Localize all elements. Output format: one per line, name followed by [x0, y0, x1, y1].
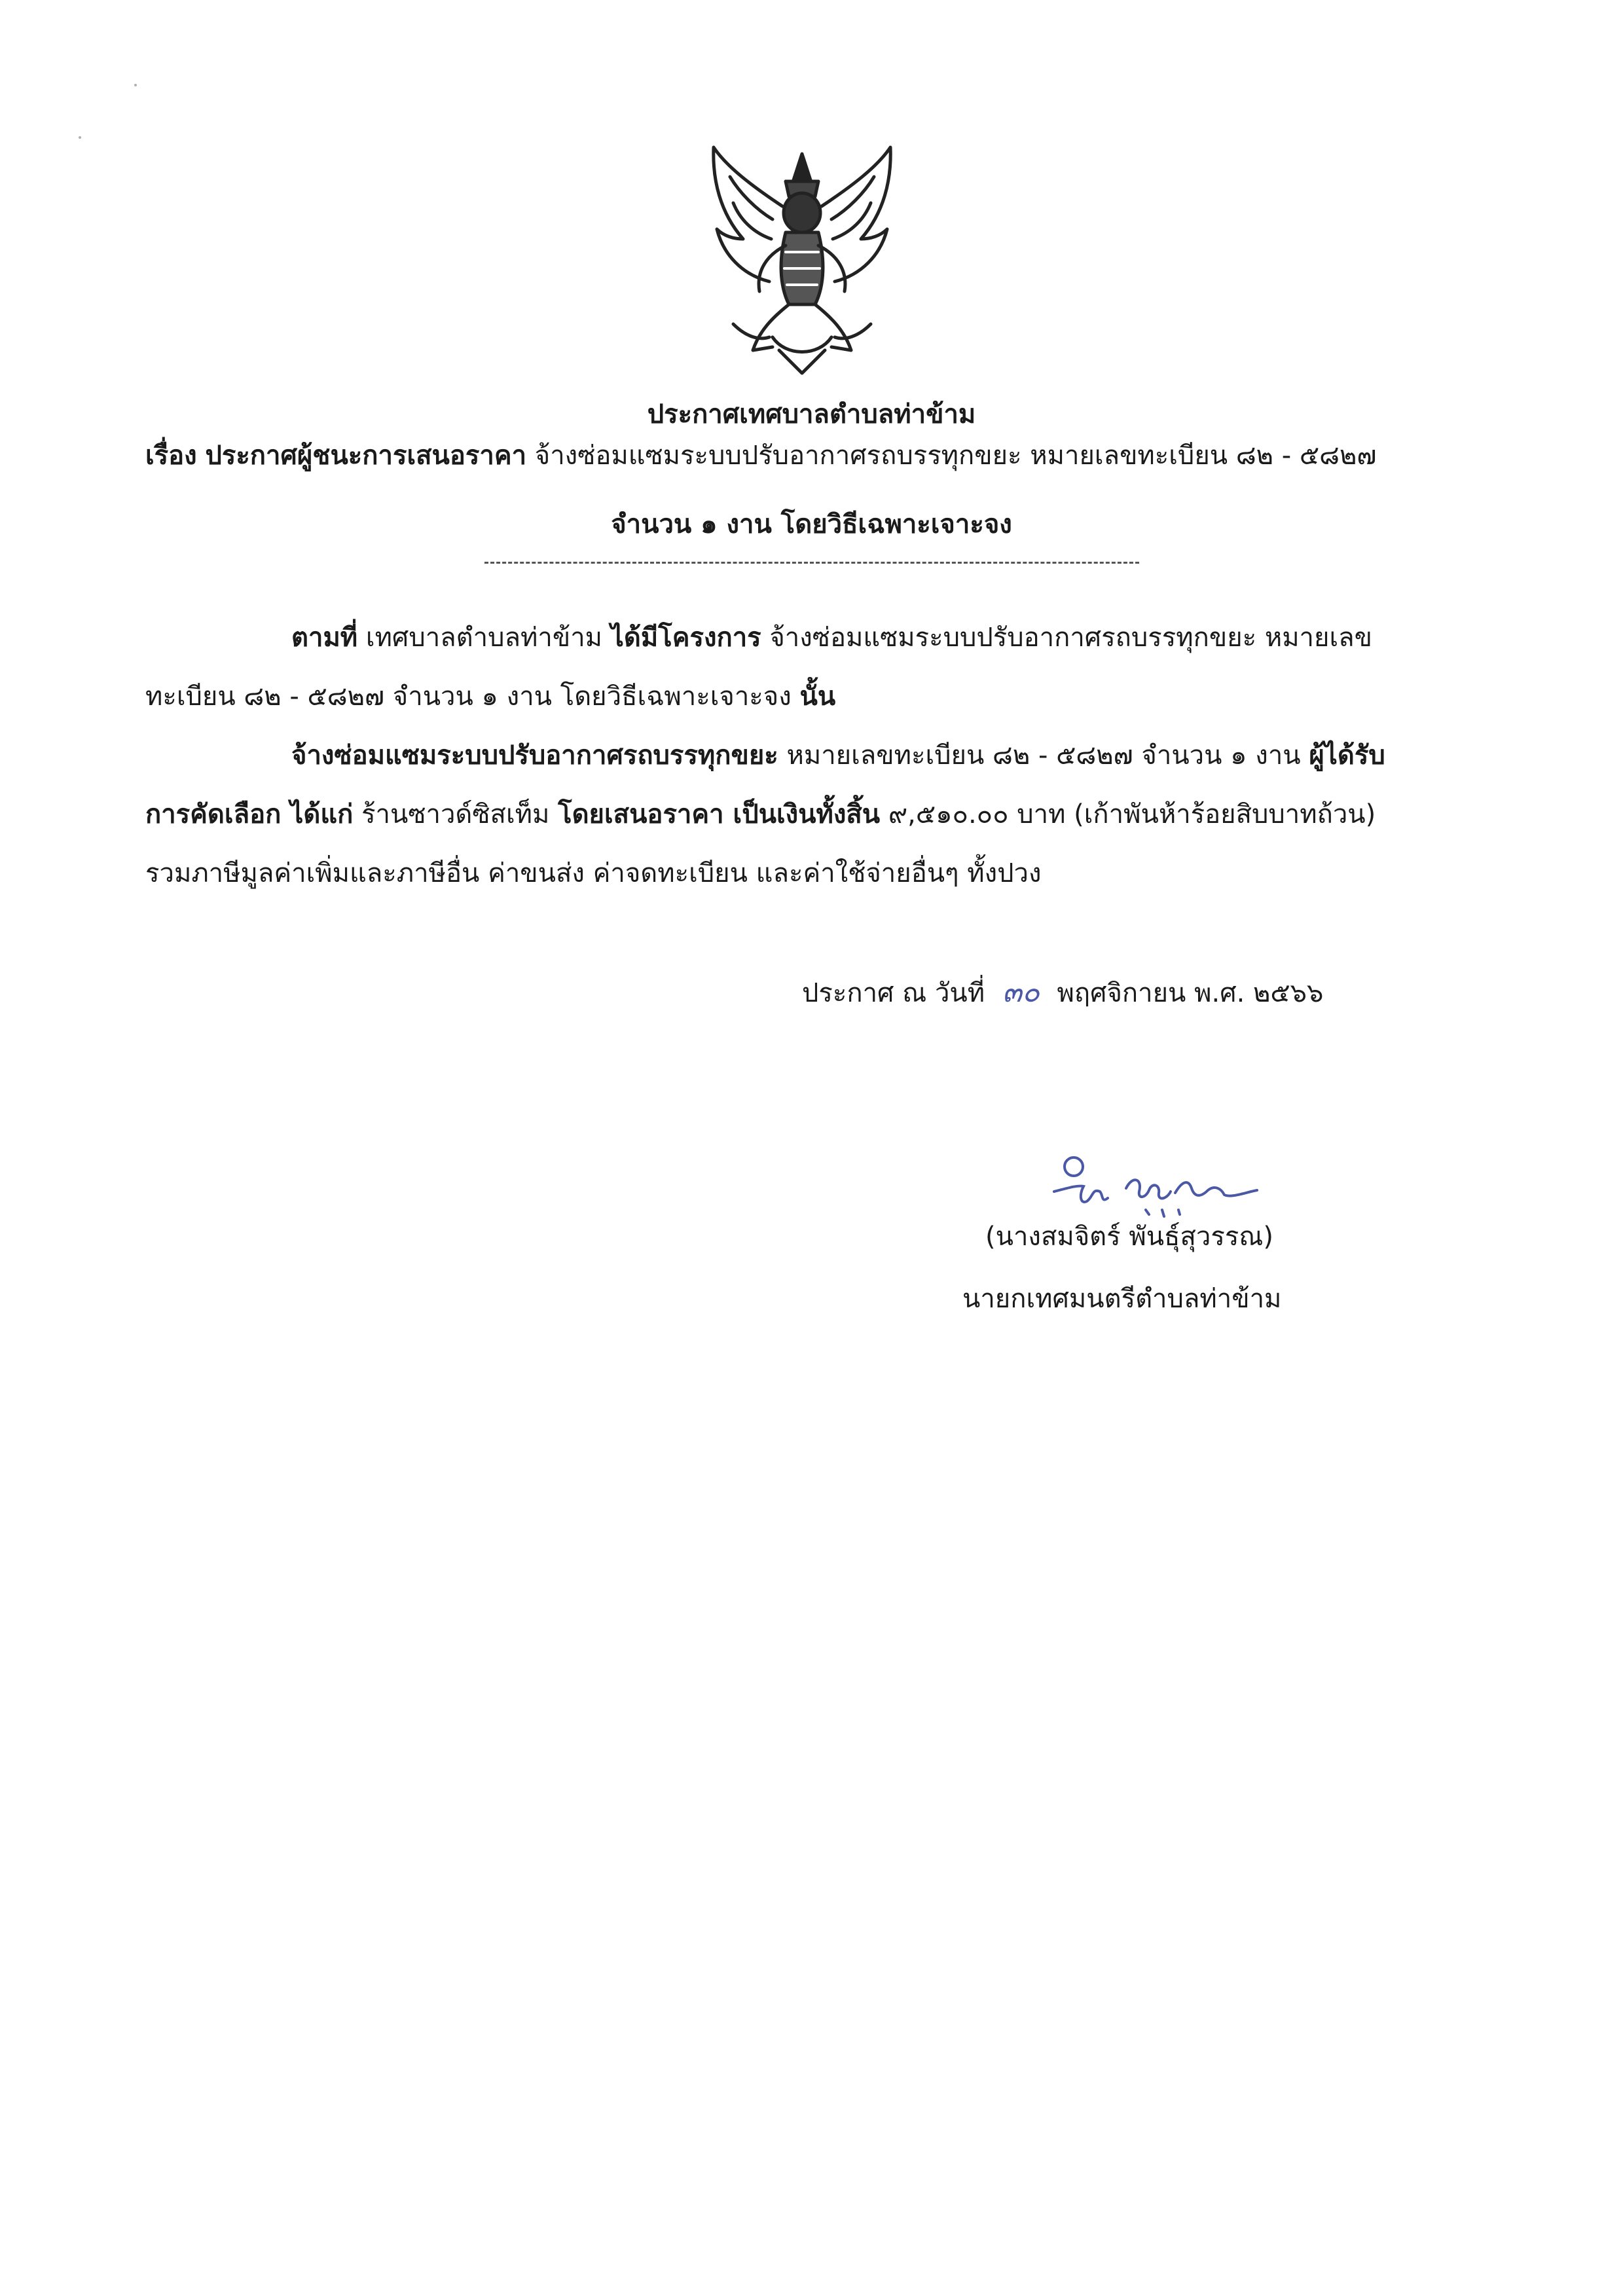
p2-project: จ้างซ่อมแซมระบบปรับอากาศรถบรรทุกขยะ	[291, 740, 778, 771]
date-prefix: ประกาศ ณ วันที่	[802, 978, 985, 1008]
paragraph-1-line-2	[145, 681, 835, 712]
paragraph-2-line-2	[145, 799, 1376, 830]
p2-project-detail: หมายเลขทะเบียน ๘๒ - ๕๘๒๗ จำนวน ๑ งาน	[786, 740, 1301, 771]
p1-keyword-2: ได้มีโครงการ	[610, 623, 761, 653]
paragraph-2-line-3: รวมภาษีมูลค่าเพิ่มและภาษีอื่น ค่าขนส่ง ค่าจดทะเบียน และค่าใช้จ่ายอื่นๆ ทั้งปวง	[145, 858, 1042, 888]
garuda-emblem-icon	[694, 141, 910, 380]
subject-text: จ้างซ่อมแซมระบบปรับอากาศรถบรรทุกขยะ หมายเลขทะเบียน ๘๒ - ๕๘๒๗	[534, 441, 1377, 471]
separator-dashes	[484, 562, 1139, 564]
date-month-year: พฤศจิกายน พ.ศ. ๒๕๖๖	[1057, 978, 1324, 1008]
p1-agency: เทศบาลตำบลท่าข้าม	[365, 623, 603, 653]
signatory-position: นายกเทศมนตรีตำบลท่าข้าม	[962, 1284, 1282, 1314]
announcement-date	[802, 975, 1323, 1010]
p2-vendor: ร้านซาวด์ซิสเท็ม	[361, 799, 550, 829]
p2-price: ๙,๕๑๐.๐๐ บาท (เก้าพันห้าร้อยสิบบาทถ้วน)	[888, 799, 1376, 829]
p1-project-cont: ทะเบียน ๘๒ - ๕๘๒๗ จำนวน ๑ งาน โดยวิธีเฉพาะเจาะจง	[145, 682, 792, 712]
scan-speck	[134, 84, 137, 86]
p2-selected-label: การคัดเลือก ได้แก่	[145, 799, 354, 829]
p2-recipient-label: ผู้ได้รับ	[1309, 740, 1385, 771]
p1-project: จ้างซ่อมแซมระบบปรับอากาศรถบรรทุกขยะ หมายเลข	[769, 623, 1372, 653]
document-title: ประกาศเทศบาลตำบลท่าข้าม	[647, 399, 976, 429]
scan-speck	[79, 136, 81, 139]
date-day-handwritten: ๓๐	[1002, 975, 1040, 1009]
subject-heading: ประกาศผู้ชนะการเสนอราคา	[205, 441, 527, 471]
p2-price-label: โดยเสนอราคา เป็นเงินทั้งสิ้น	[558, 799, 881, 829]
signatory-name: (นางสมจิตร์ พันธุ์สุวรรณ)	[985, 1222, 1274, 1252]
subject-label: เรื่อง	[145, 441, 197, 471]
paragraph-1-line-1	[291, 622, 1372, 653]
handwritten-signature	[1048, 1152, 1270, 1224]
subject-line-2: จำนวน ๑ งาน โดยวิธีเฉพาะเจาะจง	[611, 509, 1012, 539]
p1-keyword: ตามที่	[291, 623, 358, 653]
subject-line	[145, 440, 1376, 471]
p1-end: นั้น	[799, 682, 836, 712]
paragraph-2-line-1	[291, 740, 1385, 771]
